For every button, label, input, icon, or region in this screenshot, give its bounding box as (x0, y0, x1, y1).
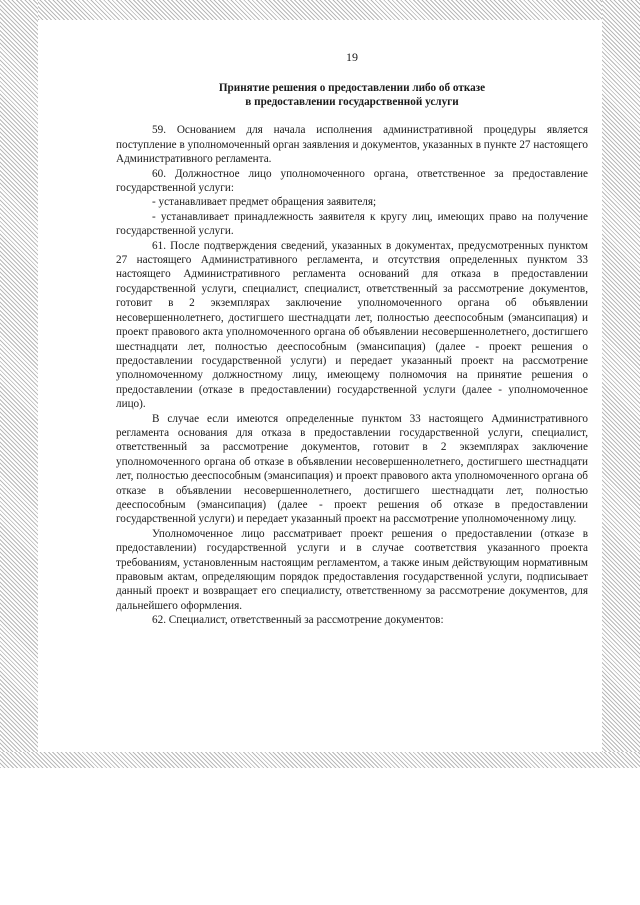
section-heading-line1: Принятие решения о предоставлении либо об отказе (218, 82, 486, 95)
section-heading (116, 81, 588, 109)
document-content (116, 50, 588, 628)
scan-border-right (602, 0, 640, 765)
section-heading-line2: в предоставлении государственной услуги (245, 96, 459, 109)
paragraph-62: 62. Специалист, ответственный за рассмотрение документов: (152, 614, 444, 627)
paragraph-61-review: Уполномоченное лицо рассматривает проект решения о предоставлении (отказе в предоставлении) государственной услуги и в случае соответствия указанного проекта требованиям, установленным настоящим регламентом, а также иным действующим нормативным правовым актам, определяющим порядок предоставления государственной услуги, подписывает данный проект и возвращает его специалисту, ответственному за рассмотрение документов, для дальнейшего оформления. (116, 527, 588, 612)
scan-border-top (0, 0, 640, 20)
page-number: 19 (346, 50, 358, 64)
scan-border-bottom (0, 752, 640, 768)
paragraph-60-item-1: - устанавливает предмет обращения заявителя; (152, 196, 377, 209)
paragraph-60-item-2: - устанавливает принадлежность заявителя к кругу лиц, имеющих право на получение государственной услуги. (116, 210, 588, 238)
paragraph-61-refusal: В случае если имеются определенные пунктом 33 настоящего Административного регламента основания для отказа в предоставлении государственной услуги, специалист, ответственный за рассмотрение документов, готовит в 2 экземплярах заключение уполномоченного органа об отказе в объявлении несовершеннолетнего, достигшего шестнадцати лет, полностью дееспособным (эмансипация) и проект правового акта уполномоченного органа об отказе в объявлении несовершеннолетнего, достигшего шестнадцати лет, полностью дееспособным (эмансипация) (далее - проект решения об отказе в предоставлении государственной услуги) и передает указанный проект на рассмотрение уполномоченному лицу. (116, 412, 588, 526)
paragraph-61: 61. После подтверждения сведений, указанных в документах, предусмотренных пунктом 27 настоящего Административного регламента, и отсутствия определенных пунктом 33 настоящего Административного регламента оснований для отказа в предоставлении государственной услуги, специалист, специалист, ответственный за рассмотрение документов, готовит в 2 экземплярах заключение уполномоченного органа об объявлении несовершеннолетнего, достигшего шестнадцати лет, полностью дееспособным (эмансипация) и проект правового акта уполномоченного органа об объявлении несовершеннолетнего, достигшего шестнадцати лет, полностью дееспособным (эмансипация) (далее - проект решения о предоставлении государственной услуги) и передает указанный проект на рассмотрение уполномоченному должностному лицу, имеющему полномочия на принятие решения о предоставлении (отказе в предоставлении) государственной услуги (далее - уполномоченное лицо). (116, 239, 588, 411)
paragraph-60: 60. Должностное лицо уполномоченного органа, ответственное за предоставление государственной услуги: (116, 167, 588, 195)
document-sheet (38, 20, 602, 752)
paragraph-59: 59. Основанием для начала исполнения административной процедуры является поступление в уполномоченный орган заявления и документов, указанных в пункте 27 настоящего Административного регламента. (116, 124, 588, 166)
scan-border-left (0, 0, 38, 765)
